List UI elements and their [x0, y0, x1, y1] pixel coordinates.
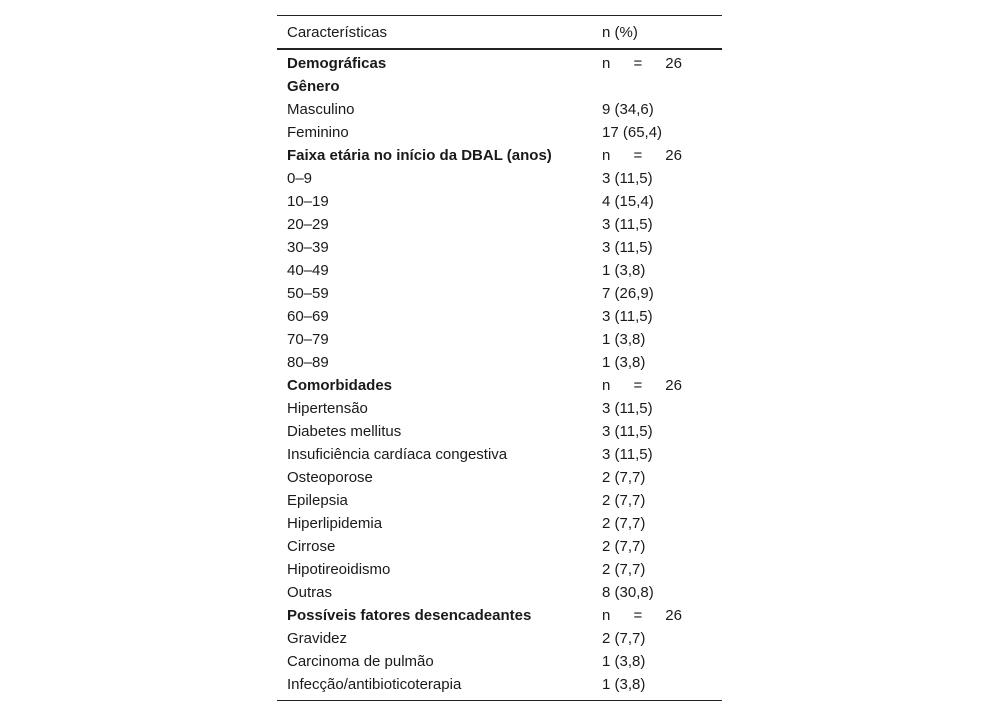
table-row [277, 443, 722, 466]
table-row [277, 305, 722, 328]
row-value: 1 (3,8) [602, 676, 646, 693]
header-characteristics: Características [287, 23, 388, 41]
table-body [277, 50, 722, 700]
row-value: 9 (34,6) [602, 101, 654, 118]
table-row [277, 190, 722, 213]
row-value: 2 (7,7) [602, 469, 646, 486]
table-row [277, 397, 722, 420]
row-label: Demográficas [287, 55, 387, 72]
table-section-row [277, 374, 722, 397]
row-value: 1 (3,8) [602, 354, 646, 371]
row-label: Cirrose [287, 538, 336, 555]
sample-size-part: n [602, 147, 611, 164]
row-value: 1 (3,8) [602, 331, 646, 348]
sample-size-part: n [602, 55, 611, 72]
table-row [277, 489, 722, 512]
row-label: 70–79 [287, 331, 329, 348]
row-label: 30–39 [287, 239, 329, 256]
sample-size-part: 26 [665, 377, 682, 394]
sample-size-part: = [633, 377, 643, 394]
table-row [277, 167, 722, 190]
row-value: 7 (26,9) [602, 285, 654, 302]
row-value: 8 (30,8) [602, 584, 654, 601]
row-value: 3 (11,5) [602, 423, 653, 440]
table-row [277, 213, 722, 236]
table-row [277, 581, 722, 604]
table-row [277, 627, 722, 650]
table-row [277, 673, 722, 696]
row-label: Gravidez [287, 630, 348, 647]
row-label: Masculino [287, 101, 355, 118]
sample-size-part: 26 [665, 55, 682, 72]
characteristics-table [277, 15, 722, 701]
row-label: Comorbidades [287, 377, 393, 394]
row-value: 3 (11,5) [602, 400, 653, 417]
table-row [277, 351, 722, 374]
table-section-row [277, 52, 722, 75]
sample-size [602, 607, 682, 624]
table-bottom-rule [277, 700, 722, 701]
row-value: 2 (7,7) [602, 561, 646, 578]
row-value [602, 607, 722, 624]
row-label: 50–59 [287, 285, 329, 302]
row-label: 60–69 [287, 308, 329, 325]
table-section-row [277, 144, 722, 167]
table-row [277, 328, 722, 351]
row-label: 0–9 [287, 170, 313, 187]
row-value: 2 (7,7) [602, 630, 646, 647]
table-section-row [277, 75, 722, 98]
sample-size-part: = [633, 147, 643, 164]
row-label: Feminino [287, 124, 349, 141]
row-value [602, 377, 722, 394]
sample-size-part: 26 [665, 147, 682, 164]
row-label: Gênero [287, 78, 340, 95]
row-label: Osteoporose [287, 469, 373, 486]
row-value: 4 (15,4) [602, 193, 654, 210]
row-value: 3 (11,5) [602, 216, 653, 233]
row-label: Possíveis fatores desencadeantes [287, 607, 532, 624]
row-label: Outras [287, 584, 333, 601]
sample-size [602, 55, 682, 72]
table-row [277, 236, 722, 259]
sample-size-part: 26 [665, 607, 682, 624]
row-value: 3 (11,5) [602, 446, 653, 463]
table-row [277, 282, 722, 305]
table-row [277, 512, 722, 535]
header-n-percent: n (%) [602, 23, 638, 41]
row-label: Faixa etária no início da DBAL (anos) [287, 147, 552, 164]
sample-size [602, 377, 682, 394]
table-row [277, 535, 722, 558]
row-label: Hiperlipidemia [287, 515, 383, 532]
row-label: Infecção/antibioticoterapia [287, 676, 462, 693]
sample-size-part: = [633, 607, 643, 624]
table-row [277, 98, 722, 121]
table-row [277, 420, 722, 443]
sample-size-part: n [602, 377, 611, 394]
row-label: 10–19 [287, 193, 329, 210]
row-value: 2 (7,7) [602, 538, 646, 555]
sample-size-part: = [633, 55, 643, 72]
row-value: 3 (11,5) [602, 308, 653, 325]
sample-size [602, 147, 682, 164]
row-value: 2 (7,7) [602, 515, 646, 532]
row-label: 40–49 [287, 262, 329, 279]
table-row [277, 259, 722, 282]
row-value [602, 147, 722, 164]
sample-size-part: n [602, 607, 611, 624]
row-value: 3 (11,5) [602, 170, 653, 187]
row-value: 3 (11,5) [602, 239, 653, 256]
row-label: Hipotireoidismo [287, 561, 391, 578]
row-label: Carcinoma de pulmão [287, 653, 434, 670]
table-header-row [277, 16, 722, 48]
row-label: Insuficiência cardíaca congestiva [287, 446, 508, 463]
table-row [277, 466, 722, 489]
row-label: Diabetes mellitus [287, 423, 402, 440]
row-label: 80–89 [287, 354, 329, 371]
row-value: 1 (3,8) [602, 653, 646, 670]
table-row [277, 650, 722, 673]
table-section-row [277, 604, 722, 627]
row-value: 1 (3,8) [602, 262, 646, 279]
row-label: Hipertensão [287, 400, 368, 417]
row-label: Epilepsia [287, 492, 348, 509]
row-label: 20–29 [287, 216, 329, 233]
row-value: 2 (7,7) [602, 492, 646, 509]
table-row [277, 121, 722, 144]
row-value: 17 (65,4) [602, 124, 663, 141]
table-row [277, 558, 722, 581]
row-value [602, 55, 722, 72]
